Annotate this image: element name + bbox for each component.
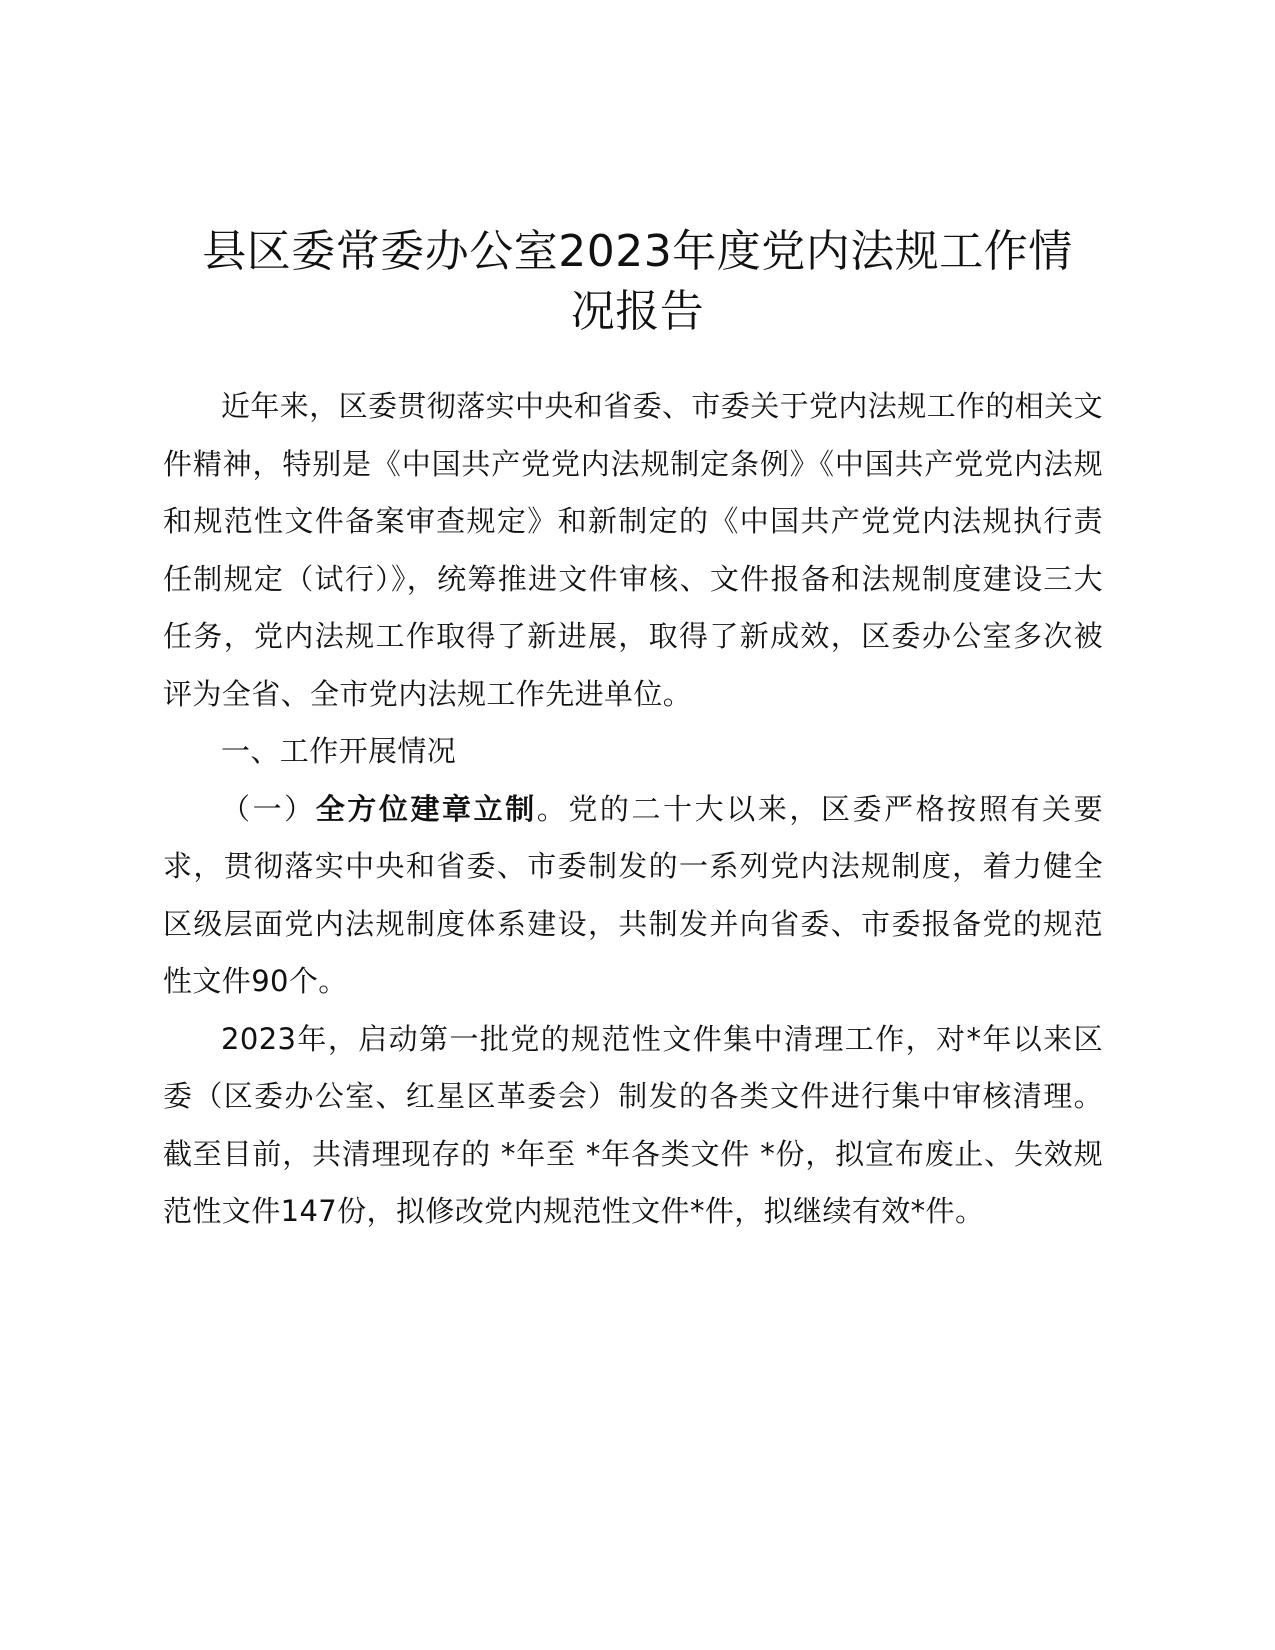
document-body — [163, 378, 1103, 1241]
section-heading-1: 一、工作开展情况 — [221, 734, 457, 768]
subsection-label: （一） — [221, 791, 316, 826]
subsection-text: 。党的二十大以来，区委严格按照有关要求，贯彻落实中央和省委、市委制发的一系列党内法规制度，着力健全区级层面党内法规制度体系建设，共制发并向省委、市委报备党的规范性文件90个。 — [163, 791, 1103, 998]
intro-paragraph: 近年来，区委贯彻落实中央和省委、市委关于党内法规工作的相关文件精神，特别是《中国共产党党内法规制定条例》《中国共产党党内法规和规范性文件备案审查规定》和新制定的《中国共产党党内法规执行责任制规定（试行）》，统筹推进文件审核、文件报备和法规制度建设三大任务，党内法规工作取得了新进展，取得了新成效，区委办公室多次被评为全省、全市党内法规工作先进单位。 — [163, 389, 1104, 711]
subsection-bold-heading: 全方位建章立制 — [315, 791, 537, 826]
title-line-2: 况报告 — [570, 286, 705, 337]
subsection-paragraph-1 — [163, 781, 1103, 1011]
title-line-1: 县区委常委办公室2023年度党内法规工作情 — [202, 226, 1073, 277]
document-title — [160, 222, 1115, 342]
cleanup-paragraph: 2023年，启动第一批党的规范性文件集中清理工作，对*年以来区委（区委办公室、红星区革委会）制发的各类文件进行集中审核清理。截至目前，共清理现存的 *年至 *年各类文件 *份，拟宣布废止、失效规范性文件147份，拟修改党内规范性文件*件，拟继续有效*件。 — [163, 1021, 1103, 1228]
